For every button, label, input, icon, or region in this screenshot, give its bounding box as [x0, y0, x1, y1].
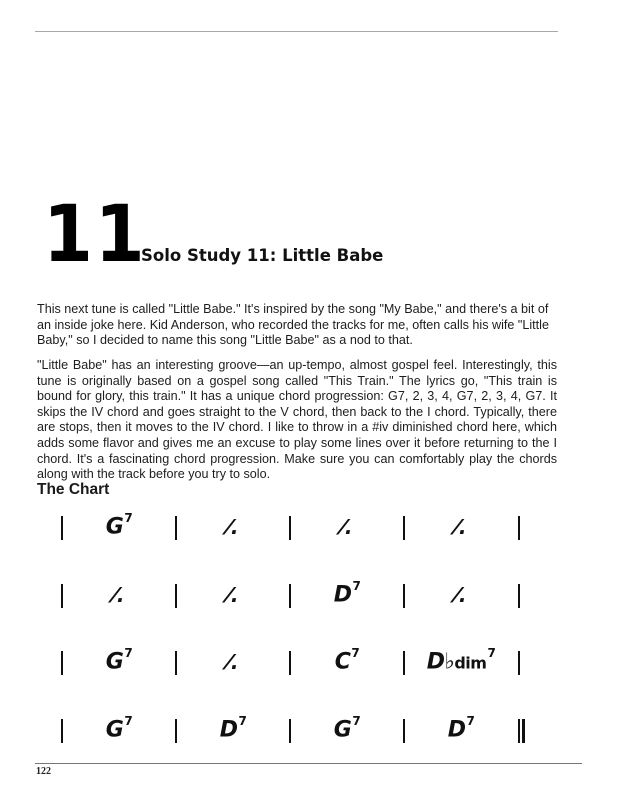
- chapter-number: 11: [43, 190, 147, 280]
- barline: [518, 584, 520, 608]
- measure: [405, 575, 517, 615]
- footer-rule: [35, 763, 582, 764]
- barline: [175, 719, 177, 743]
- measure-repeat-icon: ⁄.: [227, 650, 239, 674]
- chart-row-3: [0, 642, 620, 682]
- measure-repeat-icon: ⁄.: [341, 515, 353, 539]
- barline: [289, 719, 291, 743]
- chord-symbol: $G^7$: [105, 646, 133, 675]
- measure: [63, 710, 175, 750]
- barline: [175, 651, 177, 675]
- chart-heading: The Chart: [37, 481, 110, 498]
- measure: [291, 507, 403, 547]
- measure-repeat-icon: ⁄.: [455, 515, 467, 539]
- measure: [177, 642, 289, 682]
- barline: [61, 516, 63, 540]
- barline: [61, 651, 63, 675]
- measure-repeat-icon: ⁄.: [227, 515, 239, 539]
- measure-repeat-icon: ⁄.: [227, 583, 239, 607]
- chord-symbol: $G^7$: [105, 511, 133, 540]
- measure-repeat-icon: ⁄.: [455, 583, 467, 607]
- measure: [177, 710, 289, 750]
- measure: [63, 507, 175, 547]
- chart-row-1: [0, 507, 620, 547]
- barline: [403, 651, 405, 675]
- chord-symbol: $D^7$: [219, 714, 247, 743]
- barline: [175, 584, 177, 608]
- chart-row-4: [0, 710, 620, 750]
- page-number: 122: [36, 766, 51, 777]
- measure: [63, 575, 175, 615]
- barline: [518, 651, 520, 675]
- barline: [289, 516, 291, 540]
- barline: [289, 651, 291, 675]
- barline: [403, 584, 405, 608]
- measure: [405, 710, 517, 750]
- barline: [403, 516, 405, 540]
- chart-row-2: [0, 575, 620, 615]
- barline: [175, 516, 177, 540]
- barline: [403, 719, 405, 743]
- measure: [291, 642, 403, 682]
- chord-symbol: $G^7$: [105, 714, 133, 743]
- chapter-title: Solo Study 11: Little Babe: [141, 246, 384, 265]
- measure: [177, 575, 289, 615]
- chord-symbol: $D^7$: [447, 714, 475, 743]
- measure: [405, 507, 517, 547]
- barline: [61, 719, 63, 743]
- measure: [405, 642, 517, 682]
- final-barline: [518, 719, 525, 743]
- intro-paragraph: This next tune is called "Little Babe." It's inspired by the song "My Babe," and there's a bit of an inside joke here. Kid Anderson, who recorded the tracks for me, often calls his wife "Little Baby," so I decided to name this song "Little Babe" as a nod to that.: [37, 302, 549, 348]
- chord-symbol: D♭dim$^7$: [426, 646, 496, 675]
- chord-symbol: $G^7$: [333, 714, 361, 743]
- measure: [177, 507, 289, 547]
- header-rule: [35, 31, 558, 32]
- measure: [291, 575, 403, 615]
- description-paragraph: "Little Babe" has an interesting groove—an up-tempo, almost gospel feel. Interestingly, this tune is originally based on a gospel song called "This Train." The lyrics go, "This train is bound for glory, this train." It has a unique chord progression: G7, 2, 3, 4, G7, 2, 3, 4, G7. It skips the IV chord and goes straight to the V chord, then back to the I chord. Typically, there are stops, then it moves to the IV chord. I like to throw in a #iv diminished chord here, which adds some flavor and gives me an excuse to play some lines over it before returning to the I chord. It's a fascinating chord progression. Make sure you can comfortably play the chords along with the track before you try to solo.: [37, 358, 557, 482]
- chord-symbol: $D^7$: [333, 579, 361, 608]
- barline: [61, 584, 63, 608]
- barline: [289, 584, 291, 608]
- barline: [518, 516, 520, 540]
- measure: [63, 642, 175, 682]
- measure: [291, 710, 403, 750]
- measure-repeat-icon: ⁄.: [113, 583, 125, 607]
- chord-symbol: $C^7$: [334, 646, 360, 675]
